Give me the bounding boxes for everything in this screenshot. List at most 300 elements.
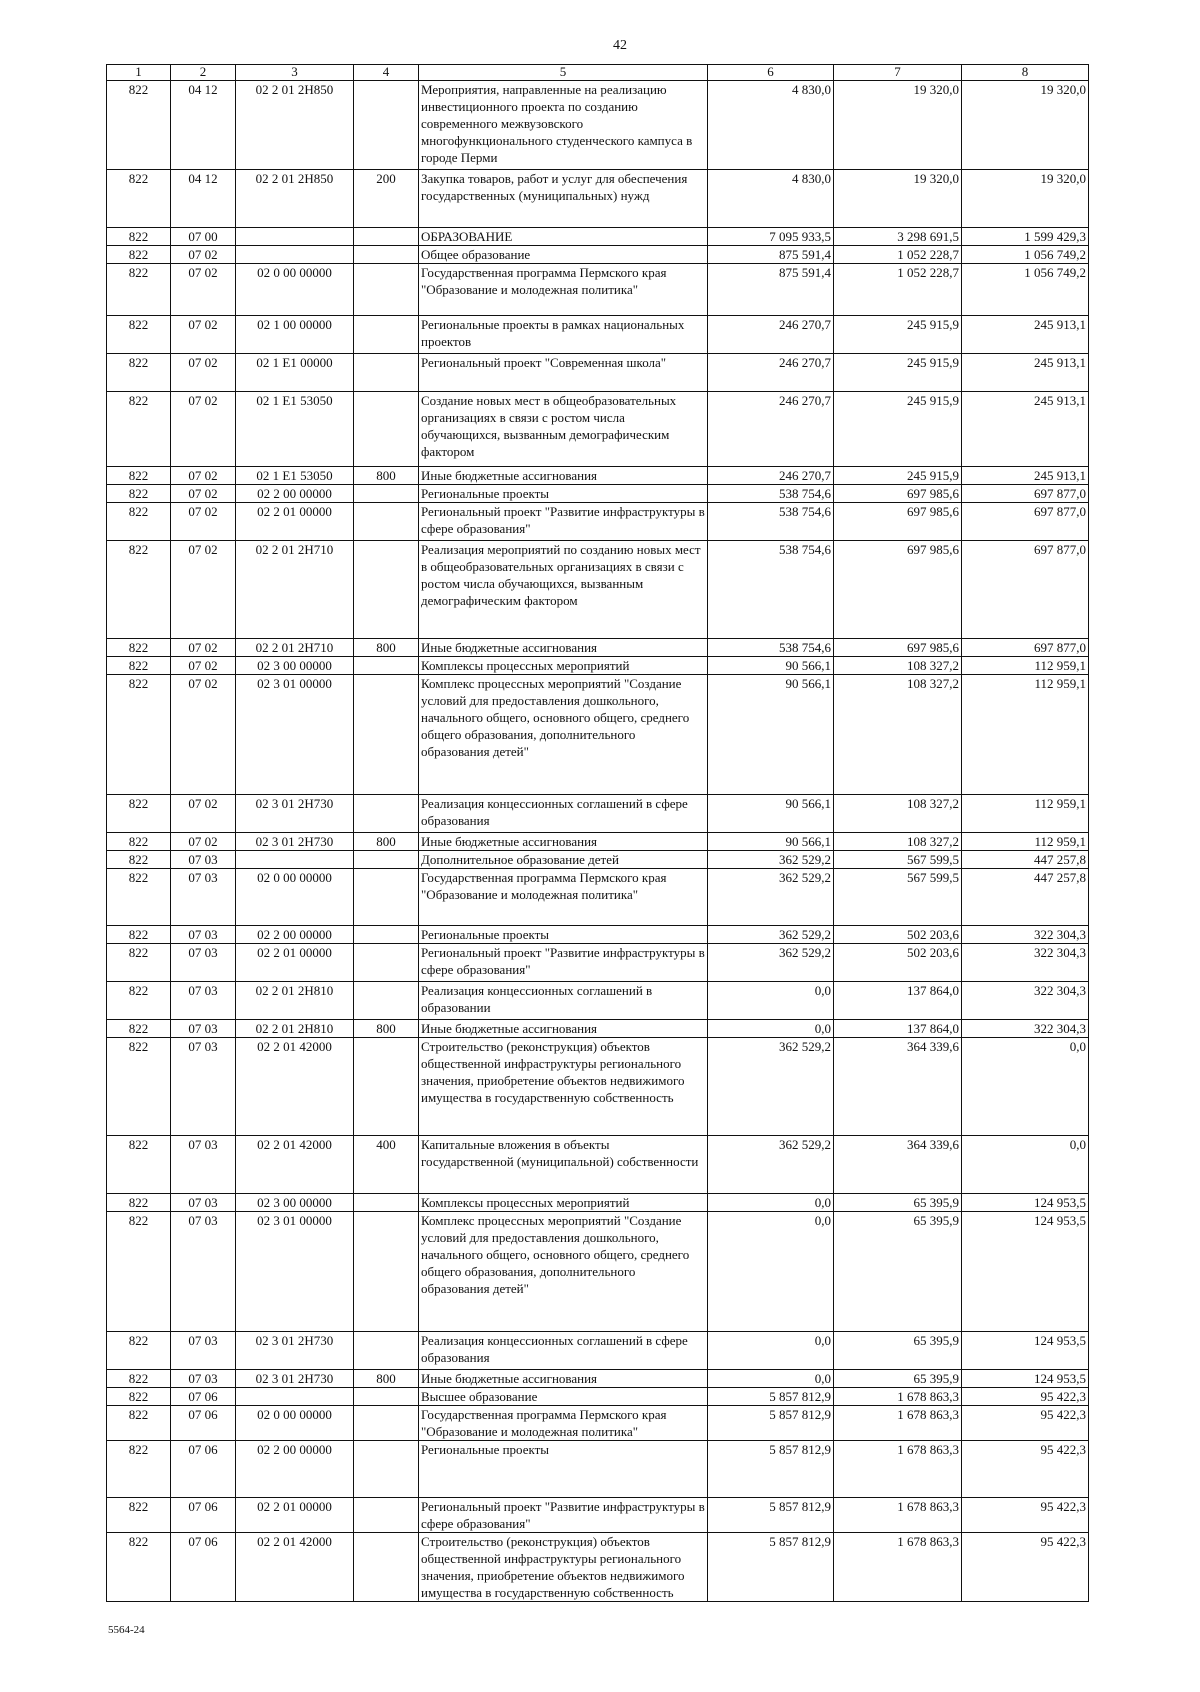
admin-code: 822	[107, 316, 171, 354]
amount-col-7: 65 395,9	[834, 1212, 962, 1332]
section-code: 07 03	[171, 851, 236, 869]
target-article-code: 02 3 01 2Н730	[236, 1370, 354, 1388]
target-article-code: 02 2 01 42000	[236, 1136, 354, 1194]
amount-col-7: 1 678 863,3	[834, 1388, 962, 1406]
admin-code: 822	[107, 675, 171, 795]
amount-col-8: 124 953,5	[962, 1212, 1089, 1332]
table-row	[107, 1441, 1089, 1498]
expense-type-code	[354, 851, 419, 869]
expense-type-code	[354, 228, 419, 246]
section-code: 07 06	[171, 1498, 236, 1533]
amount-col-7: 108 327,2	[834, 833, 962, 851]
expense-type-code	[354, 354, 419, 392]
amount-col-8: 245 913,1	[962, 467, 1089, 485]
amount-col-7: 245 915,9	[834, 392, 962, 467]
section-code: 07 03	[171, 1212, 236, 1332]
expense-type-code	[354, 246, 419, 264]
column-header: 1	[107, 65, 171, 81]
item-description: Реализация концессионных соглашений в сфере образования	[419, 795, 708, 833]
table-row	[107, 228, 1089, 246]
amount-col-8: 95 422,3	[962, 1441, 1089, 1498]
target-article-code: 02 0 00 00000	[236, 1406, 354, 1441]
amount-col-6: 7 095 933,5	[708, 228, 834, 246]
table-row	[107, 1533, 1089, 1602]
item-description: Иные бюджетные ассигнования	[419, 833, 708, 851]
column-header: 4	[354, 65, 419, 81]
amount-col-6: 5 857 812,9	[708, 1406, 834, 1441]
admin-code: 822	[107, 467, 171, 485]
target-article-code: 02 2 01 00000	[236, 1498, 354, 1533]
expense-type-code	[354, 675, 419, 795]
amount-col-8: 95 422,3	[962, 1388, 1089, 1406]
section-code: 07 02	[171, 639, 236, 657]
table-row	[107, 1498, 1089, 1533]
amount-col-6: 362 529,2	[708, 1038, 834, 1136]
section-code: 07 02	[171, 354, 236, 392]
target-article-code: 02 2 01 2Н850	[236, 170, 354, 228]
section-code: 07 02	[171, 503, 236, 541]
amount-col-6: 90 566,1	[708, 833, 834, 851]
amount-col-6: 875 591,4	[708, 246, 834, 264]
amount-col-7: 245 915,9	[834, 316, 962, 354]
table-row	[107, 982, 1089, 1020]
column-header: 7	[834, 65, 962, 81]
amount-col-6: 90 566,1	[708, 675, 834, 795]
amount-col-8: 322 304,3	[962, 1020, 1089, 1038]
amount-col-7: 245 915,9	[834, 467, 962, 485]
expense-type-code	[354, 1212, 419, 1332]
item-description: Региональные проекты в рамках национальных проектов	[419, 316, 708, 354]
target-article-code: 02 2 01 42000	[236, 1533, 354, 1602]
section-code: 07 03	[171, 926, 236, 944]
admin-code: 822	[107, 246, 171, 264]
amount-col-6: 0,0	[708, 1370, 834, 1388]
expense-type-code	[354, 264, 419, 316]
amount-col-7: 65 395,9	[834, 1194, 962, 1212]
expense-type-code	[354, 1038, 419, 1136]
amount-col-8: 0,0	[962, 1136, 1089, 1194]
section-code: 07 03	[171, 1020, 236, 1038]
item-description: Строительство (реконструкция) объектов общественной инфраструктуры регионального значения, приобретение объектов недвижимого имущества в государственную собственность	[419, 1533, 708, 1602]
target-article-code: 02 3 01 2Н730	[236, 795, 354, 833]
item-description: Высшее образование	[419, 1388, 708, 1406]
amount-col-8: 124 953,5	[962, 1332, 1089, 1370]
admin-code: 822	[107, 228, 171, 246]
table-row	[107, 1388, 1089, 1406]
amount-col-6: 5 857 812,9	[708, 1388, 834, 1406]
table-row	[107, 246, 1089, 264]
table-row	[107, 1038, 1089, 1136]
section-code: 07 06	[171, 1533, 236, 1602]
amount-col-7: 3 298 691,5	[834, 228, 962, 246]
table-row	[107, 657, 1089, 675]
admin-code: 822	[107, 833, 171, 851]
amount-col-6: 246 270,7	[708, 316, 834, 354]
amount-col-6: 0,0	[708, 1212, 834, 1332]
section-code: 07 06	[171, 1406, 236, 1441]
section-code: 07 02	[171, 392, 236, 467]
target-article-code: 02 2 01 00000	[236, 503, 354, 541]
admin-code: 822	[107, 1498, 171, 1533]
item-description: Реализация концессионных соглашений в сфере образования	[419, 1332, 708, 1370]
amount-col-6: 246 270,7	[708, 354, 834, 392]
target-article-code: 02 2 00 00000	[236, 485, 354, 503]
section-code: 07 02	[171, 675, 236, 795]
section-code: 07 03	[171, 1038, 236, 1136]
column-header: 8	[962, 65, 1089, 81]
amount-col-7: 502 203,6	[834, 944, 962, 982]
expense-type-code	[354, 1388, 419, 1406]
amount-col-7: 19 320,0	[834, 170, 962, 228]
admin-code: 822	[107, 1212, 171, 1332]
admin-code: 822	[107, 851, 171, 869]
amount-col-7: 1 678 863,3	[834, 1441, 962, 1498]
amount-col-7: 1 052 228,7	[834, 246, 962, 264]
amount-col-8: 95 422,3	[962, 1406, 1089, 1441]
admin-code: 822	[107, 503, 171, 541]
target-article-code: 02 3 00 00000	[236, 657, 354, 675]
item-description: Региональный проект "Развитие инфраструктуры в сфере образования"	[419, 1498, 708, 1533]
amount-col-6: 5 857 812,9	[708, 1533, 834, 1602]
section-code: 07 02	[171, 541, 236, 639]
amount-col-8: 95 422,3	[962, 1498, 1089, 1533]
item-description: Иные бюджетные ассигнования	[419, 467, 708, 485]
amount-col-6: 362 529,2	[708, 926, 834, 944]
amount-col-7: 567 599,5	[834, 869, 962, 926]
amount-col-8: 245 913,1	[962, 354, 1089, 392]
admin-code: 822	[107, 639, 171, 657]
expense-type-code	[354, 1332, 419, 1370]
section-code: 07 02	[171, 264, 236, 316]
amount-col-6: 362 529,2	[708, 851, 834, 869]
amount-col-6: 0,0	[708, 1194, 834, 1212]
amount-col-7: 108 327,2	[834, 657, 962, 675]
expense-type-code: 800	[354, 833, 419, 851]
section-code: 07 02	[171, 795, 236, 833]
target-article-code: 02 3 01 00000	[236, 1212, 354, 1332]
amount-col-7: 1 678 863,3	[834, 1498, 962, 1533]
section-code: 07 03	[171, 1370, 236, 1388]
table-row	[107, 675, 1089, 795]
admin-code: 822	[107, 170, 171, 228]
item-description: Государственная программа Пермского края "Образование и молодежная политика"	[419, 869, 708, 926]
item-description: Иные бюджетные ассигнования	[419, 1020, 708, 1038]
column-header: 6	[708, 65, 834, 81]
expense-type-code	[354, 869, 419, 926]
table-row	[107, 264, 1089, 316]
expense-type-code	[354, 485, 419, 503]
expense-type-code	[354, 944, 419, 982]
amount-col-7: 697 985,6	[834, 541, 962, 639]
table-row	[107, 467, 1089, 485]
target-article-code: 02 2 01 2Н710	[236, 639, 354, 657]
table-row	[107, 851, 1089, 869]
section-code: 07 02	[171, 485, 236, 503]
amount-col-7: 697 985,6	[834, 485, 962, 503]
item-description: Комплекс процессных мероприятий "Создание условий для предоставления дошкольного, начального общего, основного общего, среднего общего образования, дополнительного образования детей"	[419, 675, 708, 795]
admin-code: 822	[107, 1194, 171, 1212]
target-article-code: 02 3 01 00000	[236, 675, 354, 795]
page-number: 42	[613, 38, 627, 53]
target-article-code: 02 1 Е1 53050	[236, 392, 354, 467]
amount-col-8: 19 320,0	[962, 81, 1089, 170]
amount-col-8: 112 959,1	[962, 795, 1089, 833]
item-description: Региональные проекты	[419, 1441, 708, 1498]
target-article-code: 02 1 Е1 53050	[236, 467, 354, 485]
item-description: Региональные проекты	[419, 926, 708, 944]
target-article-code: 02 3 01 2Н730	[236, 1332, 354, 1370]
amount-col-6: 538 754,6	[708, 503, 834, 541]
expense-type-code	[354, 982, 419, 1020]
expense-type-code	[354, 316, 419, 354]
item-description: Реализация мероприятий по созданию новых мест в общеобразовательных организациях в связи с ростом числа обучающихся, вызванным демографическим фактором	[419, 541, 708, 639]
amount-col-8: 697 877,0	[962, 639, 1089, 657]
amount-col-6: 362 529,2	[708, 944, 834, 982]
item-description: Мероприятия, направленные на реализацию инвестиционного проекта по созданию современного межвузовского многофункционального студенческого кампуса в городе Перми	[419, 81, 708, 170]
table-row	[107, 869, 1089, 926]
item-description: Государственная программа Пермского края "Образование и молодежная политика"	[419, 264, 708, 316]
item-description: ОБРАЗОВАНИЕ	[419, 228, 708, 246]
admin-code: 822	[107, 392, 171, 467]
item-description: Создание новых мест в общеобразовательных организациях в связи с ростом числа обучающихся, вызванным демографическим фактором	[419, 392, 708, 467]
amount-col-6: 0,0	[708, 1332, 834, 1370]
item-description: Иные бюджетные ассигнования	[419, 639, 708, 657]
target-article-code: 02 2 01 2Н810	[236, 1020, 354, 1038]
section-code: 07 03	[171, 869, 236, 926]
amount-col-8: 1 056 749,2	[962, 264, 1089, 316]
expense-type-code	[354, 1533, 419, 1602]
admin-code: 822	[107, 1038, 171, 1136]
target-article-code: 02 0 00 00000	[236, 869, 354, 926]
amount-col-7: 108 327,2	[834, 675, 962, 795]
expense-type-code: 800	[354, 639, 419, 657]
amount-col-8: 1 599 429,3	[962, 228, 1089, 246]
budget-table	[106, 64, 1089, 1602]
target-article-code: 02 1 Е1 00000	[236, 354, 354, 392]
target-article-code: 02 0 00 00000	[236, 264, 354, 316]
expense-type-code: 800	[354, 1370, 419, 1388]
amount-col-6: 362 529,2	[708, 869, 834, 926]
admin-code: 822	[107, 869, 171, 926]
table-row	[107, 81, 1089, 170]
table-row	[107, 170, 1089, 228]
amount-col-8: 95 422,3	[962, 1533, 1089, 1602]
amount-col-7: 65 395,9	[834, 1370, 962, 1388]
amount-col-7: 697 985,6	[834, 639, 962, 657]
amount-col-8: 112 959,1	[962, 833, 1089, 851]
admin-code: 822	[107, 1136, 171, 1194]
table-row	[107, 503, 1089, 541]
table-row	[107, 795, 1089, 833]
admin-code: 822	[107, 926, 171, 944]
expense-type-code	[354, 1498, 419, 1533]
amount-col-7: 364 339,6	[834, 1038, 962, 1136]
item-description: Региональные проекты	[419, 485, 708, 503]
section-code: 07 03	[171, 944, 236, 982]
document-code: 5564-24	[108, 1624, 145, 1636]
section-code: 04 12	[171, 81, 236, 170]
amount-col-7: 137 864,0	[834, 982, 962, 1020]
amount-col-8: 697 877,0	[962, 541, 1089, 639]
amount-col-6: 5 857 812,9	[708, 1441, 834, 1498]
section-code: 07 02	[171, 316, 236, 354]
table-row	[107, 1212, 1089, 1332]
table-row	[107, 392, 1089, 467]
item-description: Комплекс процессных мероприятий "Создание условий для предоставления дошкольного, начального общего, основного общего, среднего общего образования, дополнительного образования детей"	[419, 1212, 708, 1332]
table-row	[107, 639, 1089, 657]
admin-code: 822	[107, 1441, 171, 1498]
expense-type-code	[354, 926, 419, 944]
amount-col-6: 246 270,7	[708, 467, 834, 485]
section-code: 07 06	[171, 1388, 236, 1406]
amount-col-7: 1 678 863,3	[834, 1533, 962, 1602]
target-article-code: 02 2 00 00000	[236, 926, 354, 944]
table-row	[107, 316, 1089, 354]
amount-col-8: 447 257,8	[962, 869, 1089, 926]
admin-code: 822	[107, 944, 171, 982]
table-row	[107, 541, 1089, 639]
column-header: 3	[236, 65, 354, 81]
item-description: Закупка товаров, работ и услуг для обеспечения государственных (муниципальных) нужд	[419, 170, 708, 228]
amount-col-6: 4 830,0	[708, 81, 834, 170]
expense-type-code	[354, 1441, 419, 1498]
section-code: 04 12	[171, 170, 236, 228]
amount-col-8: 124 953,5	[962, 1194, 1089, 1212]
amount-col-8: 322 304,3	[962, 944, 1089, 982]
amount-col-8: 245 913,1	[962, 316, 1089, 354]
expense-type-code	[354, 503, 419, 541]
target-article-code	[236, 1388, 354, 1406]
section-code: 07 02	[171, 246, 236, 264]
target-article-code	[236, 851, 354, 869]
amount-col-8: 19 320,0	[962, 170, 1089, 228]
expense-type-code	[354, 1194, 419, 1212]
amount-col-6: 246 270,7	[708, 392, 834, 467]
expense-type-code	[354, 541, 419, 639]
amount-col-6: 875 591,4	[708, 264, 834, 316]
admin-code: 822	[107, 795, 171, 833]
admin-code: 822	[107, 264, 171, 316]
amount-col-7: 502 203,6	[834, 926, 962, 944]
section-code: 07 06	[171, 1441, 236, 1498]
admin-code: 822	[107, 1370, 171, 1388]
table-row	[107, 944, 1089, 982]
amount-col-8: 1 056 749,2	[962, 246, 1089, 264]
expense-type-code: 800	[354, 1020, 419, 1038]
amount-col-7: 19 320,0	[834, 81, 962, 170]
section-code: 07 02	[171, 833, 236, 851]
amount-col-8: 697 877,0	[962, 503, 1089, 541]
admin-code: 822	[107, 1388, 171, 1406]
item-description: Реализация концессионных соглашений в образовании	[419, 982, 708, 1020]
expense-type-code	[354, 1406, 419, 1441]
admin-code: 822	[107, 541, 171, 639]
item-description: Комплексы процессных мероприятий	[419, 657, 708, 675]
section-code: 07 03	[171, 1136, 236, 1194]
amount-col-8: 697 877,0	[962, 485, 1089, 503]
table-row	[107, 1194, 1089, 1212]
amount-col-6: 538 754,6	[708, 485, 834, 503]
amount-col-7: 137 864,0	[834, 1020, 962, 1038]
expense-type-code	[354, 392, 419, 467]
item-description: Дополнительное образование детей	[419, 851, 708, 869]
target-article-code	[236, 246, 354, 264]
item-description: Государственная программа Пермского края "Образование и молодежная политика"	[419, 1406, 708, 1441]
admin-code: 822	[107, 982, 171, 1020]
amount-col-7: 108 327,2	[834, 795, 962, 833]
amount-col-6: 90 566,1	[708, 795, 834, 833]
admin-code: 822	[107, 354, 171, 392]
target-article-code: 02 3 00 00000	[236, 1194, 354, 1212]
amount-col-7: 245 915,9	[834, 354, 962, 392]
amount-col-6: 538 754,6	[708, 639, 834, 657]
target-article-code: 02 1 00 00000	[236, 316, 354, 354]
section-code: 07 03	[171, 982, 236, 1020]
admin-code: 822	[107, 81, 171, 170]
column-header: 2	[171, 65, 236, 81]
amount-col-7: 697 985,6	[834, 503, 962, 541]
item-description: Комплексы процессных мероприятий	[419, 1194, 708, 1212]
admin-code: 822	[107, 1406, 171, 1441]
amount-col-6: 0,0	[708, 982, 834, 1020]
target-article-code: 02 3 01 2Н730	[236, 833, 354, 851]
item-description: Капитальные вложения в объекты государственной (муниципальной) собственности	[419, 1136, 708, 1194]
target-article-code: 02 2 00 00000	[236, 1441, 354, 1498]
expense-type-code: 200	[354, 170, 419, 228]
amount-col-6: 538 754,6	[708, 541, 834, 639]
expense-type-code	[354, 81, 419, 170]
amount-col-7: 1 678 863,3	[834, 1406, 962, 1441]
target-article-code: 02 2 01 2Н710	[236, 541, 354, 639]
amount-col-8: 0,0	[962, 1038, 1089, 1136]
item-description: Иные бюджетные ассигнования	[419, 1370, 708, 1388]
expense-type-code	[354, 795, 419, 833]
item-description: Общее образование	[419, 246, 708, 264]
amount-col-7: 65 395,9	[834, 1332, 962, 1370]
admin-code: 822	[107, 1020, 171, 1038]
section-code: 07 03	[171, 1194, 236, 1212]
section-code: 07 02	[171, 657, 236, 675]
target-article-code: 02 2 01 00000	[236, 944, 354, 982]
amount-col-8: 124 953,5	[962, 1370, 1089, 1388]
table-row	[107, 1406, 1089, 1441]
item-description: Региональный проект "Развитие инфраструктуры в сфере образования"	[419, 503, 708, 541]
target-article-code: 02 2 01 2Н850	[236, 81, 354, 170]
table-row	[107, 926, 1089, 944]
admin-code: 822	[107, 485, 171, 503]
column-header: 5	[419, 65, 708, 81]
item-description: Региональный проект "Развитие инфраструктуры в сфере образования"	[419, 944, 708, 982]
target-article-code: 02 2 01 2Н810	[236, 982, 354, 1020]
expense-type-code: 400	[354, 1136, 419, 1194]
amount-col-6: 5 857 812,9	[708, 1498, 834, 1533]
table-row	[107, 1370, 1089, 1388]
amount-col-7: 1 052 228,7	[834, 264, 962, 316]
expense-type-code: 800	[354, 467, 419, 485]
table-row	[107, 1020, 1089, 1038]
table-header-row	[107, 65, 1089, 81]
target-article-code: 02 2 01 42000	[236, 1038, 354, 1136]
amount-col-7: 567 599,5	[834, 851, 962, 869]
amount-col-6: 90 566,1	[708, 657, 834, 675]
amount-col-6: 362 529,2	[708, 1136, 834, 1194]
item-description: Строительство (реконструкция) объектов общественной инфраструктуры регионального значения, приобретение объектов недвижимого имущества в государственную собственность	[419, 1038, 708, 1136]
admin-code: 822	[107, 657, 171, 675]
amount-col-8: 245 913,1	[962, 392, 1089, 467]
table-row	[107, 1332, 1089, 1370]
amount-col-8: 322 304,3	[962, 926, 1089, 944]
section-code: 07 02	[171, 467, 236, 485]
